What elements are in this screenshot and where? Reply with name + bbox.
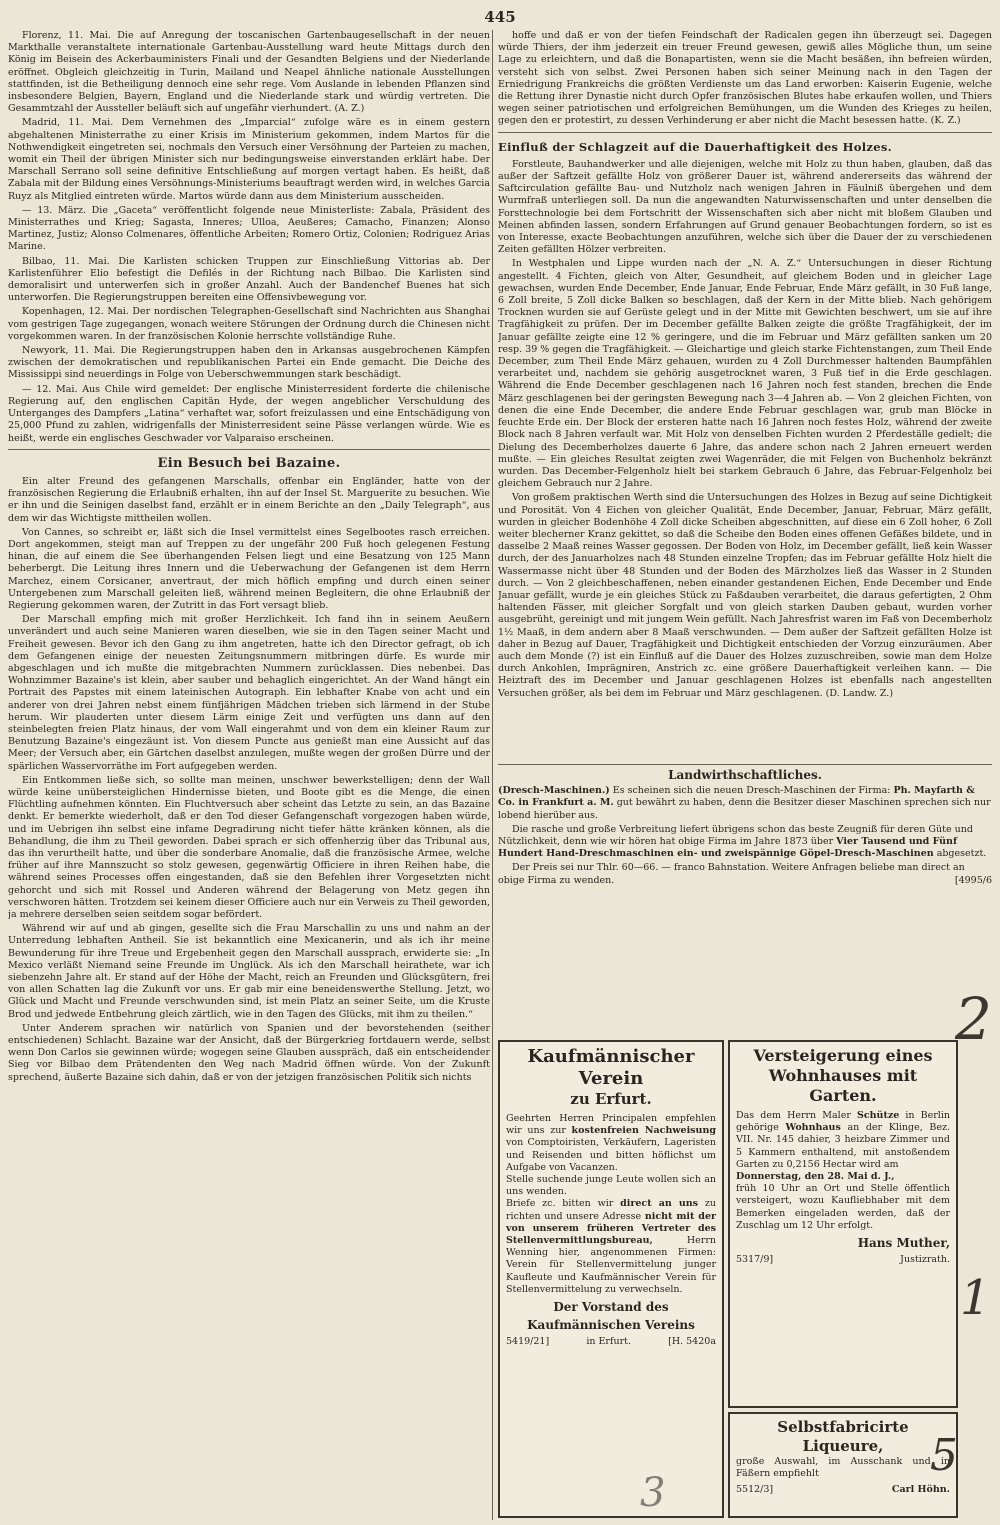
news-newyork: Newyork, 11. Mai. Die Regierungstruppen haben den in Arkansas ausgebrochenen Kämpfen zwischen der demokratischen und republikanischen Partei ein Ende gemacht. Die Deiche des Mississippi sind neuerdings in Folge von Ueberschwemmungen stark beschädigt.: [8, 345, 490, 381]
ad-liqueure: [728, 1412, 958, 1518]
ad-verein-sign-2: Kaufmännischen Vereins: [527, 1318, 695, 1333]
ad-auction-body-1: Das dem Herrn Maler: [736, 1110, 851, 1121]
ad-verein-body-4: Briefe zc. bitten wir: [506, 1198, 614, 1210]
handwritten-mark-3: 5: [930, 1430, 958, 1481]
landwirth-text-2: gut bewährt zu haben, denn die Besitzer dieser Maschinen sprechen sich nur lobend hierüber aus.: [498, 797, 991, 821]
landwirth-text-5: Der Preis sei nur Thlr. 60—66. — franco Bahnstation. Weitere Anfragen beliebe man direct an obige Firma zu wenden.: [498, 862, 965, 886]
ad-auction-sign: Hans Muther,: [857, 1236, 950, 1251]
landwirth-count: Vier Tausend und Fünf Hundert Hand-Dreschmaschinen ein- und zweispännige Göpel-Dresch-Maschinen: [498, 836, 958, 860]
holz-paragraph-3: Von großem praktischen Werth sind die Untersuchungen des Holzes in Bezug auf seine Dichtigkeit und Porosität. Von 4 Eichen von gleicher Qualität, Ende December, Januar, Februar, März gefällt, wurden in gleicher Bodenhöhe 4 Zoll dicke Scheiben abgeschnitten, auf diese ein 6 Zoll hoher, 6 Zoll weiter blecherner Kranz gekittet, so daß die Scheibe den Boden eines offenen Gefäßes bildete, und in dasselbe 2 Maaß reines Wasser gegossen. Der Boden von Holz, im December gefällt, ließ kein Wasser durch, der des Januarholzes nach 48 Stunden einzelne Tropfen; das im Februar gefällte Holz hielt die Wassermasse nicht über 48 Stunden und der Boden des Märzholzes ließ das Wasser in 2 Stunden durch. — Von 2 gleichbeschaffenen, neben einander gestandenen Eichen, Ende December und Ende Januar gefällt, wurde je ein gleiches Stück zu Faßdauben verarbeitet, die daraus gefertigten, 2 Ohm haltenden Fässer, mit gleicher Sorgfalt und von gleich starken Dauben gebaut, wurden vorher ausgebrüht, gereinigt und mit jungem Wein gefüllt. Nach Jahresfrist waren im Faß von Decemberholz 1½ Maaß, in dem andern aber 8 Maaß verschwunden. — Dem außer der Saftzeit gefällten Holze ist daher in Bezug auf Dauer, Tragfähigkeit und Dichtigkeit entschieden der Vorzug einzuräumen. Aber auch dem Monde (?) ist ein Einfluß auf die Dauer des Holzes zuzuschreiben, sowie man dem Holze durch Ankohlen, Imprägniren, Anstrich zc. eine größere Dauerhaftigkeit verleihen kann. — Die Heiztraft des im December und Januar geschlagenen Holzes ist ebenfalls nach angestellten Versuchen größer, als bei dem im Februar und März geschlagenen. (D. Landw. Z.): [498, 492, 992, 699]
handwritten-mark-4: 3: [640, 1470, 666, 1516]
ad-auction-name: Schütze: [856, 1110, 900, 1121]
column-rule: [492, 30, 493, 1520]
ad-auction-bold-1: Wohnhaus: [785, 1122, 841, 1134]
article-heading-holz: Einfluß der Schlagzeit auf die Dauerhaftigkeit des Holzes.: [498, 139, 892, 154]
section-divider: [498, 764, 992, 765]
ad-verein-body-3: Stelle suchende junge Leute wollen sich an uns wenden.: [506, 1174, 716, 1198]
page-number: 445: [484, 8, 516, 26]
ad-kaufmaennischer-verein: [498, 1040, 724, 1518]
ad-auction-date: Donnerstag, den 28. Mai d. J.,: [736, 1171, 895, 1183]
news-bilbao: Bilbao, 11. Mai. Die Karlisten schicken Truppen zur Einschließung Vittorias ab. Der Karlistenführer Elio befestigt die Defilés in der Richtung nach Bilbao. Die Karlisten sind demoralisirt und unterwerfen sich in großer Anzahl. Auch der Bandenchef Buenes hat sich unterworfen. Die Regierungstruppen bereiten eine Offensivbewegung vor.: [8, 255, 490, 304]
handwritten-mark-2: 1: [960, 1270, 991, 1326]
ad-verein-body-2: von Comptoiristen, Verkäufern, Lageristen und Reisenden und bitten höflichst um Aufgabe von Vacanzen.: [506, 1137, 716, 1173]
news-kopenhagen: Kopenhagen, 12. Mai. Der nordischen Telegraphen-Gesellschaft sind Nachrichten aus Shanghai vom gestrigen Tage zugegangen, wonach weitere Störungen der Ordnung durch die Chinesen nicht vorgekommen waren. In der französischen Kolonie herrschte vollständige Ruhe.: [8, 306, 490, 342]
bazaine-continuation: hoffe und daß er von der tiefen Feindschaft der Radicalen gegen ihn überzeugt sei. Dagegen würde Thiers, der ihm jederzeit ein treuer Freund gewesen, gewiß alles Mögliche thun, um seine Lage zu erleichtern, und daß die Bonapartisten, wenn sie die Macht besäßen, ihn befreien würden, versteht sich von selbst. Zwei Personen haben sich seiner Meinung nach in den Tagen der Erniedrigung Frankreichs die größten Verdienste um das Land erworben: Kaiserin Eugenie, welche die Rettung ihrer Dynastie nicht durch Opfer französischen Blutes habe erkaufen wollen, und Thiers wegen seiner patriotischen und erfolgreichen Bemühungen, um die Wunden des Krieges zu heilen, gegen den er protestirt, zu dessen Verhinderung er aber nicht die Macht besessen hatte. (K. Z.): [498, 30, 992, 127]
holz-paragraph-1: Forstleute, Bauhandwerker und alle diejenigen, welche mit Holz zu thun haben, glauben, daß das außer der Saftzeit gefällte Holz von größerer Dauer ist, während andererseits das während der Saftcirculation gefällte Bau- und Nutzholz nach wenigen Jahren in Fäulniß übergehen und dem Wurmfraß unterliegen soll. Da nun die angewandten Naturwissenschaften und unter denselben die Forsttechnologie bei dem Fortschritt der Wissenschaften sich aber nicht mit bloßem Glauben und Meinen abfinden lassen, sondern Erfahrungen auf Grund genauer Beobachtungen fordern, so ist es von Interesse, exacte Beobachtungen anzuführen, welche sich über die Dauer der zu verschiedenen Zeiten gefällten Hölzer verbreiten.: [498, 158, 992, 256]
ad-verein-body-1: Geehrten Herren Principalen empfehlen wir uns zur: [506, 1113, 716, 1137]
ad-auction-body-3: an der Klinge, Bez. VII. Nr. 145 dahier, 3 heizbare Zimmer und 5 Kammern enthaltend, mit anstoßendem Garten zu 0,2156 Hectar wird am: [736, 1122, 950, 1170]
bazaine-paragraph-4: Ein Entkommen ließe sich, so sollte man meinen, unschwer bewerkstelligen; denn der Wall würde keine unübersteiglichen Hindernisse bieten, und Boote gibt es die Menge, die einen Flüchtling aufnehmen könnten. Ein Fluchtversuch aber scheint das Letzte zu sein, an das Bazaine denkt. Er bemerkte wiederholt, daß er den Tod dieser Gefangenschaft vorgezogen haben würde, und im Uebrigen ihn selbst eine infame Degradirung nicht tiefer hätte kränken können, als die Behandlung, die ihm zu Theil geworden. Dabei sprach er sich offenherzig über das Tribunal aus, das ihn verurtheilt hatte, und über die sonderbare Anomalie, daß die französische Armee, welche früher auf ihre Mannszucht so stolz gewesen, gegenwärtig Officiere in ihren Reihen habe, die während seines Processes offen eingestanden, daß sie den Befehlen ihrer Vorgesetzten nicht gehorcht und sich mit Rossel und Anderen während der Belagerung von Metz gegen ihn verschworen hätten. Trotzdem sei keinem dieser Officiere auch nur ein Verweis zu Theil geworden, ja mehrere derselben seien seitdem sogar befördert.: [8, 774, 490, 921]
landwirth-ref: [4995/6: [954, 874, 992, 886]
bazaine-paragraph-6: Unter Anderem sprachen wir natürlich von Spanien und der bevorstehenden (seither entschiedenen) Schlacht. Bazaine war der Ansicht, daß der Bürgerkrieg fortdauern werde, selbst wenn Don Carlos sie gewinnen würde; wogegen seine Glauben ausspräch, daß ein entscheidender Sieg vor Bilbao dem Prätendenten den Weg nach Madrid öffnen würde. Von der Zukunft sprechend, äußerte Bazaine sich dahin, daß er von der jetzigen französischen Politik sich nichts: [8, 1022, 490, 1083]
ad-liqueur-body: große Auswahl, im Ausschank und in Fäßern empfiehlt: [736, 1456, 950, 1480]
handwritten-mark-1: 2: [955, 985, 992, 1053]
ad-versteigerung: [728, 1040, 958, 1408]
left-column: [8, 30, 490, 1518]
ad-liqueur-title: Selbstfabricirte Liqueure,: [777, 1418, 909, 1455]
section-divider: [8, 449, 490, 450]
landwirth-firm: Ph. Mayfarth & Co. in Frankfurt a. M.: [498, 785, 975, 809]
ad-verein-bold-1: kostenfreien Nachweisung: [571, 1125, 716, 1137]
landwirth-section: [498, 760, 992, 889]
holz-paragraph-2: In Westphalen und Lippe wurden nach der „N. A. Z.“ Untersuchungen in dieser Richtung angestellt. 4 Fichten, gleich von Alter, Gesundheit, auf gleichem Boden und in gleicher Lage gewachsen, wurden Ende December, Ende Januar, Ende Februar, Ende März gefällt, in 30 Fuß lange, 6 Zoll breite, 5 Zoll dicke Balken so beschlagen, daß der Kern in der Mitte blieb. Nach gehörigem Trocknen wurden sie auf Gerüste gelegt und in der Mitte mit Gewichten beschwert, um sie auf ihre Tragfähigkeit zu prüfen. Der im December gefällte Balken zeigte die größte Tragfähigkeit, der im Januar gefällte zeigte eine 12 % geringere, und die im Februar und März gefällten sanken um 20 resp. 39 % gegen die Tragfähigkeit. — Gleichartige und gleich starke Fichtenstangen, zum Theil Ende December, zum Theil Ende März gehauen, wurden zu 4 Zoll Durchmesser haltenden Baumpfählen verarbeitet und, nachdem sie gehörig ausgetrocknet waren, 3 Fuß tief in die Erde geschlagen. Während die Ende December geschlagenen nach 16 Jahren noch fest standen, brechen die Ende März geschlagenen bei der geringsten Bewegung nach 3—4 Jahren ab. — Von 2 gleichen Fichten, von denen die eine Ende December, die andere Ende Februar geschlagen war, grub man Blöcke in feuchte Erde ein. Der Block der ersteren hatte nach 16 Jahren noch festes Holz, während der zweite Block nach 8 Jahren verfault war. Mit Holz von denselben Fichten wurden 2 Pferdeställe gedielt; die Dielung des Decemberholzes dauerte 6 Jahre, das andere schon nach 2 Jahren erneuert werden mußte. — Ein gleiches Resultat zeigten zwei Wagenräder, die mit Felgen von Buchenholz bekränzt wurden. Das December-Felgenholz hielt bei starkem Gebrauch 6 Jahre, das Februar-Felgenholz bei gleichem Gebrauch nur 2 Jahre.: [498, 258, 992, 490]
landwirth-heading: Landwirthschaftliches.: [668, 768, 822, 782]
ad-verein-sign-1: Der Vorstand des: [553, 1300, 669, 1315]
ad-verein-subtitle: zu Erfurt.: [570, 1090, 652, 1108]
ad-auction-title: Versteigerung eines Wohnhauses mit Garten.: [753, 1046, 933, 1105]
news-florenz: Florenz, 11. Mai. Die auf Anregung der toscanischen Gartenbaugesellschaft in der neuen Markthalle veranstaltete internationale Gartenbau-Ausstellung ward heute Mittags durch den König im Beisein des Ackerbauministers Finali und der Gesandten Belgiens und der Niederlande eröffnet. Obgleich gleichzeitig in Turin, Mailand und Neapel ähnliche nationale Ausstellungen stattfinden, ist die Betheiligung dennoch eine sehr rege. Vom Auslande in lebenden Pflanzen sind insbesondere Belgien, Bayern, England und die Niederlande stark und würdig vertreten. Die Gesammtzahl der Aussteller beläuft sich auf ungefähr vierhundert. (A. Z.): [8, 30, 490, 115]
news-chile: — 12. Mai. Aus Chile wird gemeldet: Der englische Ministerresident forderte die chilenische Regierung auf, den englischen Capitän Hyde, der wegen angeblicher Verschuldung des Unterganges des Dampfers „Latina“ verhaftet war, sofort freizulassen und eine Entschädigung von 25,000 Pfund zu zahlen, widrigenfalls der Ministerresident seine Pässe verlangen würde. Wie es heißt, werde ein englisches Geschwader vor Valparaiso erscheinen.: [8, 383, 490, 444]
ad-verein-body-5: zu richten und unsere Adresse: [506, 1198, 716, 1222]
ad-verein-city: in Erfurt.: [586, 1336, 631, 1348]
ad-verein-bold-2: direct an uns: [620, 1198, 699, 1210]
bazaine-paragraph-1: Ein alter Freund des gefangenen Marschalls, offenbar ein Engländer, hatte von der französischen Regierung die Erlaubniß erhalten, ihn auf der Insel St. Marguerite zu besuchen. Wie er ihn und die Seinigen daselbst fand, erzählt er in einem Berichte an den „Daily Telegraph“, aus dem wir das Wichtigste mittheilen wollen.: [8, 475, 490, 524]
ad-auction-role: Justizrath.: [900, 1254, 950, 1266]
landwirth-lead: (Dresch-Maschinen.): [498, 785, 610, 797]
ad-verein-title: Kaufmännischer Verein: [527, 1046, 695, 1089]
ad-auction-body-2: in Berlin gehörige: [736, 1110, 950, 1134]
ad-liqueur-ref: 5512/3]: [736, 1484, 774, 1496]
ad-verein-bold-3: nicht mit der von unserem früheren Vertreter des Stellenvermittlungsbureau,: [506, 1210, 716, 1247]
ad-verein-ref: 5419/21]: [506, 1336, 550, 1348]
news-madrid: Madrid, 11. Mai. Dem Vernehmen des „Imparcial“ zufolge wäre es in einem gestern abgehaltenen Ministerrathe zu einer Krisis im Ministerium gekommen, indem Martos für die Nothwendigkeit eingetreten sei, nochmals den Versuch einer Versöhnung der Parteien zu machen, womit ein Theil der übrigen Minister sich nur bedingungsweise einverstanden erklärt habe. Der Marschall Serrano soll seine definitive Entschließung auf morgen vertagt haben. Es heißt, daß Zabala mit der Bildung eines Versöhnungs-Ministeriums beauftragt werden wird, in welches Garcia Ruyz als Mitglied eintreten würde. Martos würde dann aus dem Ministerium ausscheiden.: [8, 117, 490, 202]
ad-verein-ref-2: [H. 5420a: [668, 1336, 716, 1348]
section-divider: [498, 132, 992, 133]
bazaine-paragraph-2: Von Cannes, so schreibt er, läßt sich die Insel vermittelst eines Segelbootes rasch erreichen. Dort angekommen, steigt man auf Treppen zu der ungefähr 200 Fuß hoch gelegenen Festung hinan, die auf einem die See überhangenden Felsen liegt und eine Besatzung von 125 Mann beherbergt. Die Leitung ihres Innern und die Ueberwachung der Gefangenen ist dem Herrn Marchez, einem Corsicaner, anvertraut, der mich höflich empfing und durch einen seiner Untergebenen zum Marschall geleiten ließ, während meinen Begleitern, die ohne Erlaubniß der Regierung gekommen waren, der Zutritt in das Fort versagt blieb.: [8, 526, 490, 611]
right-column: [498, 30, 992, 750]
landwirth-text-4: abgesetzt.: [936, 848, 987, 860]
news-madrid-march: — 13. März. Die „Gaceta“ veröffentlicht folgende neue Ministerliste: Zabala, Präsident des Ministerrathes und Krieg; Sagasta, Inneres; Ulloa, Aeußeres; Camacho, Finanzen; Alonso Martinez, Justiz; Alonso Colmenares, öffentliche Arbeiten; Romero Ortiz, Colonien; Rodriguez Arias Marine.: [8, 204, 490, 253]
ad-auction-body-4: früh 10 Uhr an Ort und Stelle öffentlich versteigert, wozu Kaufliebhaber mit dem Bemerken eingeladen werden, daß der Zuschlag um 12 Uhr erfolgt.: [736, 1183, 950, 1231]
landwirth-text-1: Es scheinen sich die neuen Dresch-Maschinen der Firma:: [612, 785, 891, 797]
ad-liqueur-sign: Carl Höhn.: [891, 1484, 950, 1496]
bazaine-paragraph-5: Während wir auf und ab gingen, gesellte sich die Frau Marschallin zu uns und nahm an der Unterredung lebhaften Antheil. Sie ist bekanntlich eine Mexicanerin, und als ich ihr meine Bewunderung für ihre Treue und Ergebenheit gegen den Marschall aussprach, erwiderte sie: „In Mexico verläßt Niemand seine Freunde im Unglück. Als ich den Marschall heirathete, war ich siebenzehn Jahre alt. Er stand auf der Höhe der Macht, reich an Freunden und Glücksgütern, frei von allen Schatten lag die Zukunft vor uns. Er gab mir eine beneidenswerthe Stellung. Jetzt, wo Glück und Macht und Freunde verschwunden sind, ist mein Platz an seiner Seite, um die Kruste Brod und jedwede Entbehrung gleich zärtlich, wie in den Tagen des Glücks, mit ihm zu theilen.“: [8, 923, 490, 1020]
article-heading-bazaine: Ein Besuch bei Bazaine.: [157, 455, 341, 471]
bazaine-paragraph-3: Der Marschall empfing mich mit großer Herzlichkeit. Ich fand ihn in seinem Aeußern unverändert und auch seine Manieren waren dieselben, wie sie in den Tagen seiner Macht und Freiheit gewesen. Bevor ich den Gang zu ihm angetreten, hatte ich den Director gefragt, ob ich dem Gefangenen einige der neuesten Zeitungsnummern mitbringen dürfe. Es wurde mir abgeschlagen und ich mußte die mitgebrachten Nummern zurücklassen. Dies nebenbei. Das Wohnzimmer Bazaine's ist klein, aber sauber und behaglich eingerichtet. An der Wand hängt ein Portrait des Papstes mit einem lateinischen Autograph. Ein lebhafter Knabe von acht und ein anderer von drei Jahren nebst einem fünfjährigen Mädchen trieben sich lärmend in der Stube herum. Wir plauderten unter diesem Lärm einige Zeit und verfügten uns dann auf den steinbelegten freien Platz hinaus, der vom Wall eingerahmt und von dem ein kleiner Raum zur Benutzung Bazaine's eingezäunt ist. Von diesem Puncte aus genießt man eine Aussicht auf das Meer; der Versuch aber, ein Gärtchen daselbst anzulegen, mußte wegen der großen Dürre und der spärlichen Wasservorräthe im Fort aufgegeben werden.: [8, 614, 490, 772]
ad-verein-body-6: Herrn Wenning hier, angenommenen Firmen: Verein für Stellenvermittelung junger Kaufleute und Kaufmännischer Verein für Stellenvermittelung zu verwechseln.: [506, 1235, 716, 1295]
ad-auction-ref: 5317/9]: [736, 1254, 774, 1266]
landwirth-text-3: Die rasche und große Verbreitung liefert übrigens schon das beste Zeugniß für deren Güte und Nützlichkeit, denn wie wir hören hat obige Firma im Jahre 1873 über: [498, 823, 973, 848]
